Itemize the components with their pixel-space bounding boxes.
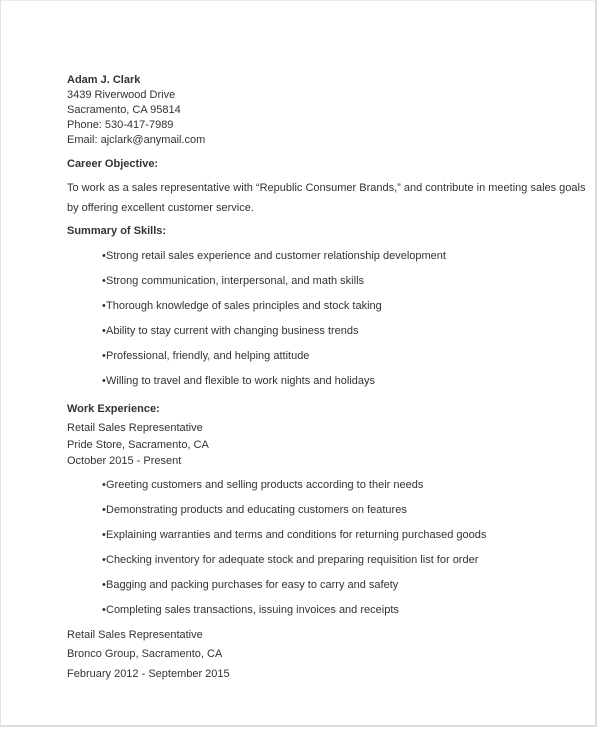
career-objective-heading: Career Objective: [67,158,159,170]
bullet-icon: • [102,350,106,362]
bullet-icon: • [102,553,106,566]
bullet-icon: • [102,300,106,312]
job-dates: February 2012 - September 2015 [67,667,230,680]
list-item: •Completing sales transactions, issuing invoices and receipts [102,598,567,623]
work-experience-section [67,402,567,684]
skills-list [67,244,567,394]
bullet-icon: • [102,375,106,387]
career-objective-section [67,157,586,218]
applicant-name: Adam J. Clark [67,74,141,86]
list-item: •Ability to stay current with changing business trends [102,319,567,344]
email: Email: ajclark@anymail.com [67,134,206,146]
bullet-icon: • [102,250,106,262]
skills-section [67,224,567,394]
work-experience-heading: Work Experience: [67,403,160,415]
bullet-icon: • [102,578,106,591]
job-company: Bronco Group, Sacramento, CA [67,648,223,660]
career-objective-line-2: by offering excellent customer service. [67,202,254,214]
list-item: •Strong retail sales experience and customer relationship development [102,244,567,269]
list-item: •Thorough knowledge of sales principles and stock taking [102,294,567,319]
bullet-icon: • [102,478,106,491]
job-company: Pride Store, Sacramento, CA [67,438,209,451]
address-line-1: 3439 Riverwood Drive [67,89,176,101]
list-item: •Greeting customers and selling products according to their needs [102,473,567,498]
career-objective-text [67,178,586,218]
bullet-icon: • [102,528,106,541]
contact-block [67,73,567,148]
bullet-icon: • [102,503,106,516]
bullet-icon: • [102,603,106,616]
list-item: •Explaining warranties and terms and conditions for returning purchased goods [102,523,567,548]
list-item: •Willing to travel and flexible to work nights and holidays [102,369,567,394]
list-item: •Checking inventory for adequate stock and preparing requisition list for order [102,548,567,573]
career-objective-line-1: To work as a sales representative with “Republic Consumer Brands,” and contribute in meeting sales goals [67,182,586,194]
list-item: •Bagging and packing purchases for easy to carry and safety [102,573,567,598]
job-title: Retail Sales Representative [67,422,203,434]
job-entry [67,626,567,685]
list-item: •Demonstrating products and educating customers on features [102,498,567,523]
address-line-2: Sacramento, CA 95814 [67,104,181,116]
bullet-icon: • [102,325,106,337]
list-item: •Strong communication, interpersonal, and math skills [102,269,567,294]
bullet-icon: • [102,275,106,287]
list-item: •Professional, friendly, and helping attitude [102,344,567,369]
job-dates: October 2015 - Present [67,455,182,467]
job-title: Retail Sales Representative [67,628,203,641]
job-duties-list [67,473,567,623]
job-entry [67,420,567,623]
phone: Phone: 530-417-7989 [67,119,174,131]
resume-content [67,73,586,684]
skills-heading: Summary of Skills: [67,225,167,237]
